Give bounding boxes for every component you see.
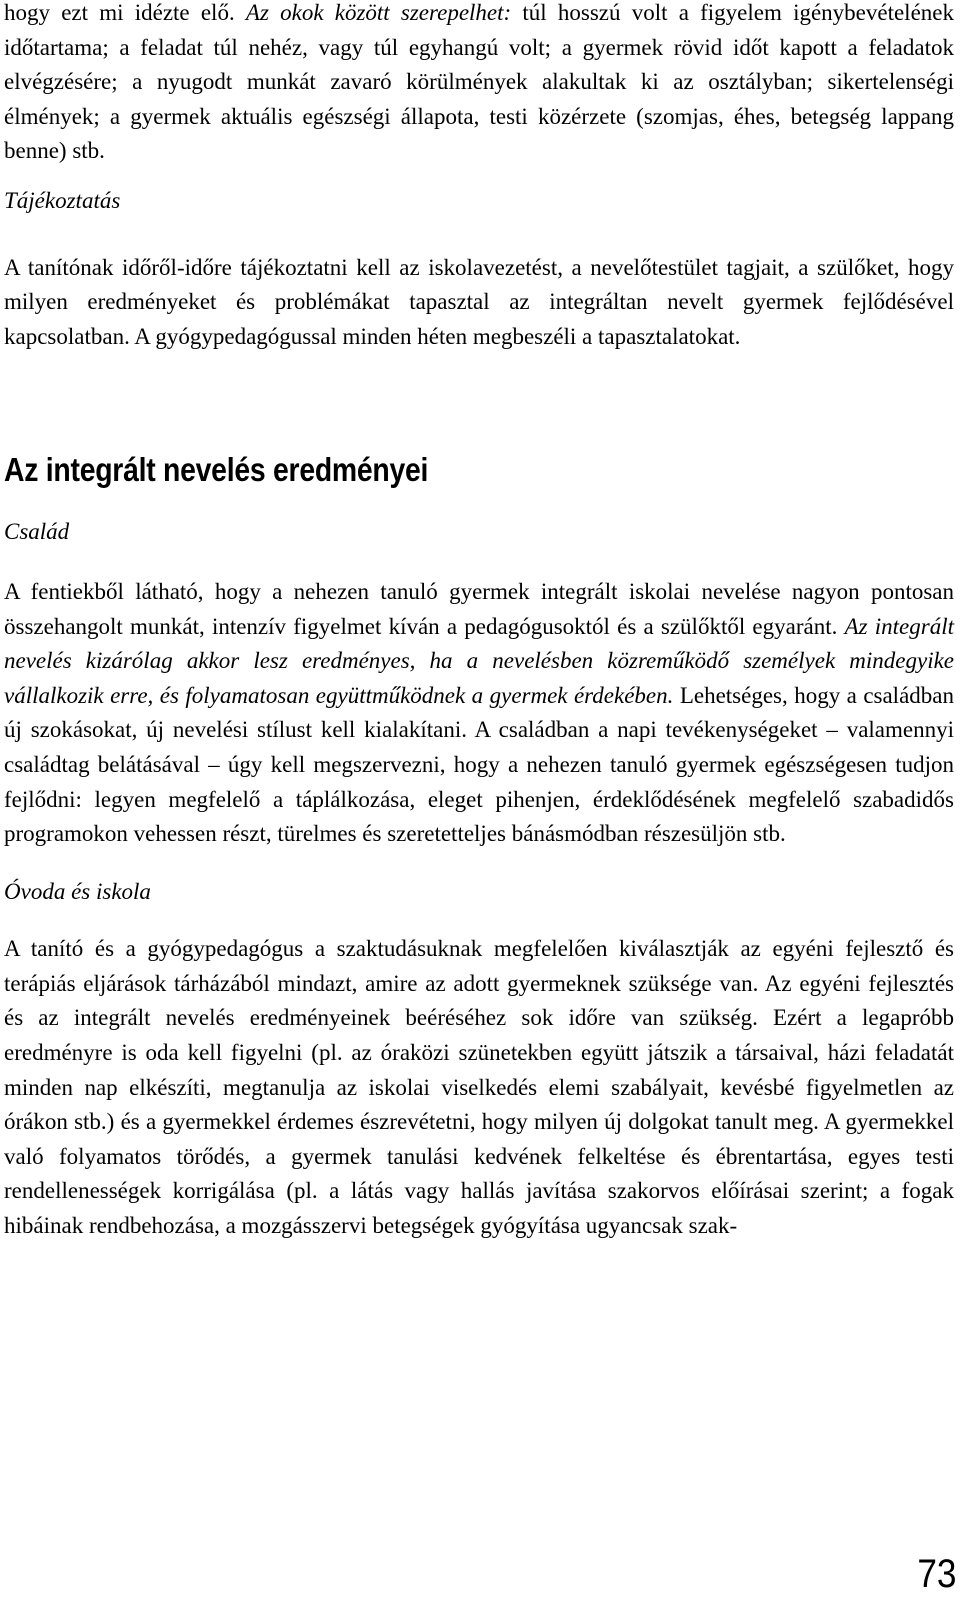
page-number: 73: [916, 1552, 956, 1596]
csalad-text-end: Lehetséges, hogy a családban új szokásokat, új nevelési stílust kell kialakítani. A családban a napi tevékenységeket – valamennyi családtag belátásával – úgy kell megszervezni, hogy a nehezen tanuló gyermek egészségesen tudjon fejlődni: legyen megfelelő a táplálkozása, eleget pihenjen, érdeklődésének megfelelő szabadidős programokon vehessen részt, türelmes és szeretetteljes bánásmódban részesüljön stb.: [4, 682, 954, 847]
section-title: Az integrált nevelés eredményei: [4, 451, 429, 489]
subheading-tajekoztatas: Tájékoztatás: [4, 187, 121, 213]
csalad-text-italic: Az integrált nevelés kizárólag akkor lesz eredményes, ha a nevelésben közreműködő személyek mindegyike vállalkozik erre, és folyamatosan együttműködnek a gyermek érdekében.: [4, 613, 954, 708]
tajekoztatas-paragraph: A tanítónak időről-időre tájékoztatni kell az iskolavezetést, a nevelőtestület tagjait, a szülőket, hogy milyen eredményeket és problémákat tapasztal az integráltan nevelt gyermek fejlődésével kapcsolatban. A gyógypedagógussal minden héten megbeszéli a tapasztalatokat.: [4, 254, 954, 349]
page-content: [4, 0, 954, 1244]
intro-text-start: hogy ezt mi idézte elő.: [4, 0, 246, 25]
intro-text-end: túl hosszú volt a figyelem igénybevételének időtartama; a feladat túl nehéz, vagy túl egyhangú volt; a gyermek rövid időt kapott a feladatok elvégzésére; a nyugodt munkát zavaró körülmények alakultak ki az osztályban; sikertelenségi élmények; a gyermek aktuális egészségi állapota, testi közérzete (szomjas, éhes, betegség lappang benne) stb.: [4, 0, 954, 164]
subheading-ovoda-es-iskola: Óvoda és iskola: [4, 878, 151, 904]
intro-text-italic: Az okok között szerepelhet:: [245, 0, 512, 25]
csalad-text-start: A fentiekből látható, hogy a nehezen tanuló gyermek integrált iskolai nevelése nagyon pontosan összehangolt munkát, intenzív figyelmet kíván a pedagógusoktól és a szülőktől egyaránt.: [4, 578, 954, 639]
csalad-paragraph: [4, 575, 954, 852]
ovoda-iskola-paragraph: A tanító és a gyógypedagógus a szaktudásuknak megfelelően kiválasztják az egyéni fejlesztő és terápiás eljárások tárházából mindazt, amire az adott gyermeknek szüksége van. Az egyéni fejlesztés és az integrált nevelés eredményeinek beéréséhez sok időre van szükség. Ezért a legapróbb eredményre is oda kell figyelni (pl. az óraközi szünetekben együtt játszik a társaival, házi feladatát minden nap elkészíti, megtanulja az iskolai viselkedés elemi szabályait, kevésbé figyelmetlen az órákon stb.) és a gyermekkel érdemes észrevétetni, hogy milyen új dolgokat tanult meg. A gyermekkel való folyamatos törődés, a gyermek tanulási kedvének felkeltése és ébrentartása, egyes testi rendellenességek korrigálása (pl. a látás vagy hallás javítása szakorvos előírásai szerint; a fogak hibáinak rendbehozása, a mozgásszervi betegségek gyógyítása ugyancsak szak-: [4, 936, 954, 1239]
intro-paragraph: [4, 0, 954, 169]
subheading-csalad: Család: [4, 519, 70, 545]
